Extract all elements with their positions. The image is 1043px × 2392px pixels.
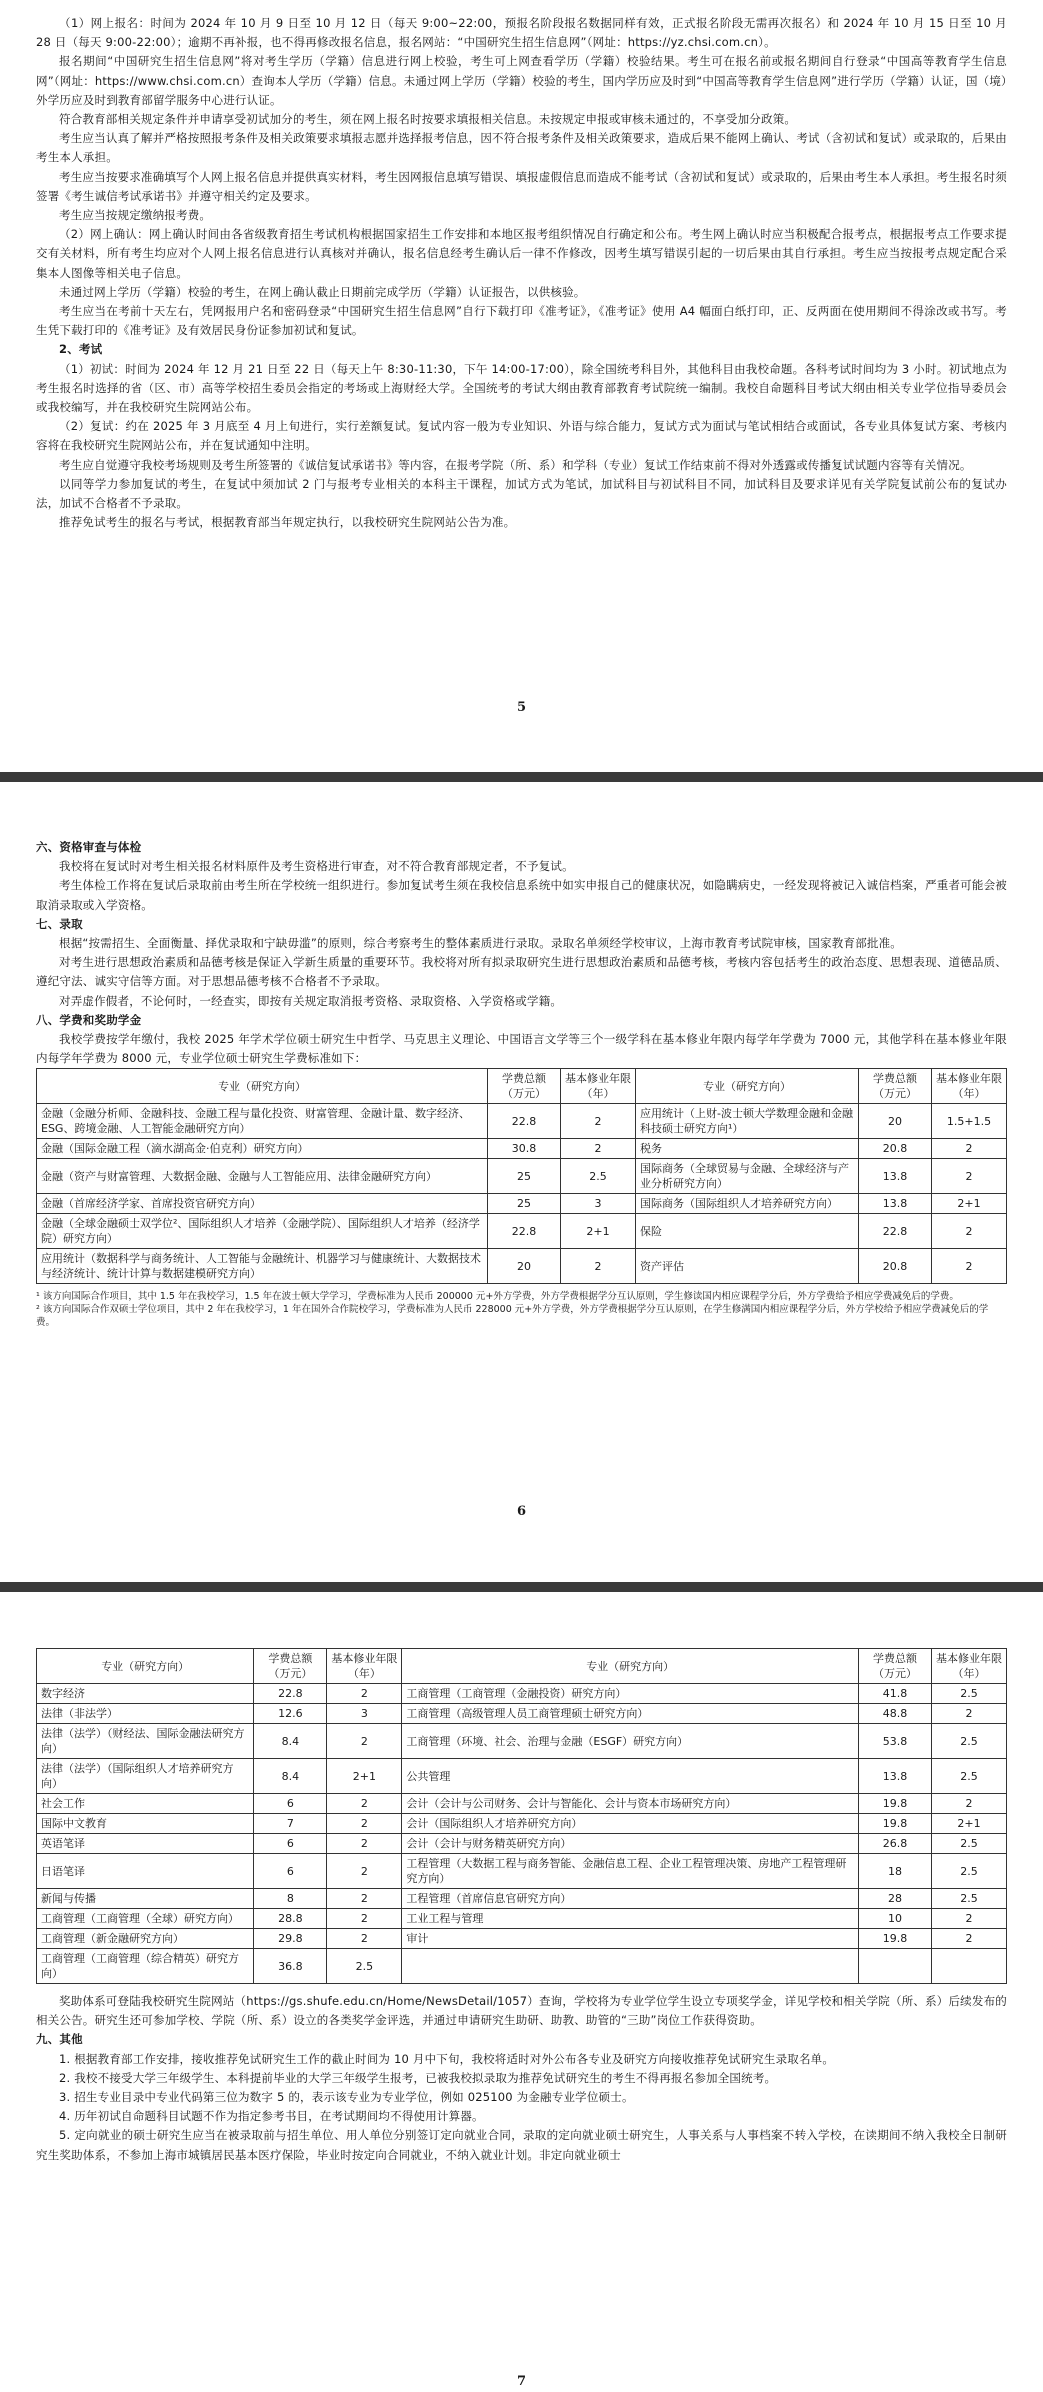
header-major: 专业（研究方向） bbox=[37, 1069, 488, 1104]
section-heading: 六、资格审查与体检 bbox=[36, 840, 142, 854]
major-cell: 工商管理（环境、社会、治理与金融（ESGF）研究方向） bbox=[402, 1724, 859, 1759]
header-years: 基本修业年限（年） bbox=[561, 1069, 636, 1104]
header-years: 基本修业年限（年） bbox=[932, 1069, 1007, 1104]
table-row bbox=[37, 1759, 1007, 1794]
paragraph: 考生应当在考前十天左右，凭网报用户名和密码登录“中国研究生招生信息网”自行下载打印《准考证》，《准考证》使用 A4 幅面白纸打印，正、反两面在使用期间不得涂改或书写。考生凭下载打印的《准考证》及有效居民身份证参加初试和复试。 bbox=[36, 304, 1007, 338]
years-cell: 2+1 bbox=[932, 1814, 1007, 1834]
paragraph: 考生应当按规定缴纳报考费。 bbox=[59, 208, 212, 223]
header-years: 基本修业年限（年） bbox=[327, 1649, 402, 1684]
fee-cell: 29.8 bbox=[254, 1929, 327, 1949]
paragraph: 我校将在复试时对考生相关报名材料原件及考生资格进行审查，对不符合教育部规定者，不予复试。 bbox=[59, 859, 574, 874]
fee-cell: 36.8 bbox=[254, 1949, 327, 1984]
years-cell: 2.5 bbox=[932, 1889, 1007, 1909]
header-years: 基本修业年限（年） bbox=[932, 1649, 1007, 1684]
years-cell: 2+1 bbox=[561, 1214, 636, 1249]
major-cell: 金融（首席经济学家、首席投资官研究方向） bbox=[37, 1194, 488, 1214]
fee-cell: 6 bbox=[254, 1794, 327, 1814]
section-heading: 九、其他 bbox=[36, 2032, 83, 2047]
table-row bbox=[37, 1104, 1007, 1139]
years-cell: 2 bbox=[327, 1794, 402, 1814]
years-cell: 2 bbox=[932, 1794, 1007, 1814]
years-cell: 2 bbox=[327, 1814, 402, 1834]
years-cell: 2.5 bbox=[932, 1759, 1007, 1794]
major-cell bbox=[402, 1949, 859, 1984]
table-row bbox=[37, 1684, 1007, 1704]
fee-cell: 22.8 bbox=[859, 1214, 932, 1249]
table-row bbox=[37, 1834, 1007, 1854]
years-cell: 3 bbox=[327, 1704, 402, 1724]
years-cell: 1.5+1.5 bbox=[932, 1104, 1007, 1139]
years-cell: 3 bbox=[561, 1194, 636, 1214]
table-header-row bbox=[37, 1069, 1007, 1104]
major-cell: 数字经济 bbox=[37, 1684, 254, 1704]
fee-cell: 8.4 bbox=[254, 1724, 327, 1759]
years-cell: 2.5 bbox=[932, 1724, 1007, 1759]
others-list bbox=[36, 2050, 1007, 2165]
table-row bbox=[37, 1794, 1007, 1814]
paragraph: 符合教育部相关规定条件并申请享受初试加分的考生，须在网上报名时按要求填报相关信息。未按规定申报或审核未通过的，不享受加分政策。 bbox=[59, 112, 797, 127]
major-cell: 工商管理（工商管理（综合精英）研究方向） bbox=[37, 1949, 254, 1984]
fee-cell: 53.8 bbox=[859, 1724, 932, 1759]
years-cell: 2 bbox=[327, 1684, 402, 1704]
major-cell: 会计（会计与公司财务、会计与智能化、会计与资本市场研究方向） bbox=[402, 1794, 859, 1814]
major-cell: 应用统计（数据科学与商务统计、人工智能与金融统计、机器学习与健康统计、大数据技术与经济统计、统计计算与数据建模研究方向） bbox=[37, 1249, 488, 1284]
table-row bbox=[37, 1949, 1007, 1984]
years-cell bbox=[932, 1949, 1007, 1984]
years-cell: 2 bbox=[932, 1929, 1007, 1949]
paragraph: 根据“按需招生、全面衡量、择优录取和宁缺毋滥”的原则，综合考察考生的整体素质进行录取。录取名单须经学校审议，上海市教育考试院审核，国家教育部批准。 bbox=[59, 936, 903, 951]
major-cell: 国际中文教育 bbox=[37, 1814, 254, 1834]
list-item: 3. 招生专业目录中专业代码第三位为数字 5 的，表示该专业为专业学位，例如 025100 为金融专业学位硕士。 bbox=[59, 2090, 634, 2105]
years-cell: 2 bbox=[932, 1909, 1007, 1929]
paragraph: 对考生进行思想政治素质和品德考核是保证入学新生质量的重要环节。我校将对所有拟录取研究生进行思想政治素质和品德考核，考核内容包括考生的政治态度、思想表现、道德品质、遵纪守法、诚实守信等方面。对于思想品德考核不合格者不予录取。 bbox=[36, 955, 1007, 989]
table-row bbox=[37, 1814, 1007, 1834]
list-item: 2. 我校不接受大学三年级学生、本科提前毕业的大学三年级学生报考，已被我校拟录取为推荐免试研究生的考生不得再报名参加全国统考。 bbox=[59, 2070, 777, 2085]
paragraph: 2、考试 bbox=[59, 342, 103, 357]
years-cell: 2 bbox=[561, 1104, 636, 1139]
fee-cell bbox=[859, 1949, 932, 1984]
fee-table-2 bbox=[36, 1648, 1007, 1984]
years-cell: 2 bbox=[932, 1214, 1007, 1249]
page-number: 5 bbox=[516, 700, 527, 715]
fee-cell: 41.8 bbox=[859, 1684, 932, 1704]
fee-cell: 20 bbox=[859, 1104, 932, 1139]
table-row bbox=[37, 1159, 1007, 1194]
major-cell: 工业工程与管理 bbox=[402, 1909, 859, 1929]
major-cell: 工程管理（大数据工程与商务智能、金融信息工程、企业工程管理决策、房地产工程管理研究方向） bbox=[402, 1854, 859, 1889]
fee-cell: 20.8 bbox=[859, 1139, 932, 1159]
years-cell: 2 bbox=[327, 1834, 402, 1854]
paragraph: 未通过网上学历（学籍）校验的考生，在网上确认截止日期前完成学历（学籍）认证报告，以供核验。 bbox=[59, 284, 586, 299]
years-cell: 2.5 bbox=[932, 1854, 1007, 1889]
table-row bbox=[37, 1704, 1007, 1724]
major-cell: 工商管理（高级管理人员工商管理硕士研究方向） bbox=[402, 1704, 859, 1724]
major-cell: 社会工作 bbox=[37, 1794, 254, 1814]
paragraph: （1）初试：时间为 2024 年 12 月 21 日至 22 日（每天上午 8:30-11:30，下午 14:00-17:00），除全国统考科目外，其他科目由我校命题。各科考试时间均为 3 小时。初试地点为考生报名时选择的省（区、市）高等学校招生委员会指定的考场或上海财经大学。全国统考的考试大纲由教育部教育考试院统一编制。我校自命题科目考试大纲由相关专业学位指导委员会或我校编写，并在我校研究生院网站公布。 bbox=[36, 361, 1007, 415]
years-cell: 2 bbox=[327, 1929, 402, 1949]
major-cell: 金融（金融分析师、金融科技、金融工程与量化投资、财富管理、金融计量、数字经济、ESG、跨境金融、人工智能金融研究方向） bbox=[37, 1104, 488, 1139]
page-7 bbox=[0, 1592, 1043, 2392]
list-item: 5. 定向就业的硕士研究生应当在被录取前与招生单位、用人单位分别签订定向就业合同，录取的定向就业硕士研究生，人事关系与人事档案不转入学校，在读期间不纳入我校全日制研究生奖助体系，不参加上海市城镇居民基本医疗保险，毕业时按定向合同就业，不纳入就业计划。非定向就业硕士 bbox=[36, 2128, 1007, 2162]
major-cell: 日语笔译 bbox=[37, 1854, 254, 1889]
page-separator bbox=[0, 1582, 1043, 1592]
fee-cell: 19.8 bbox=[859, 1814, 932, 1834]
fee-cell: 30.8 bbox=[488, 1139, 561, 1159]
paragraph: 我校学费按学年缴付，我校 2025 年学术学位硕士研究生中哲学、马克思主义理论、中国语言文学等三个一级学科在基本修业年限内每学年学费为 7000 元，其他学科在基本修业年限内每学年学费为 8000 元，专业学位硕士研究生学费标准如下： bbox=[36, 1032, 1007, 1066]
header-major: 专业（研究方向） bbox=[37, 1649, 254, 1684]
list-item: 4. 历年初试自命题科目试题不作为指定参考书目，在考试期间均不得使用计算器。 bbox=[59, 2109, 484, 2124]
major-cell: 金融（全球金融硕士双学位²、国际组织人才培养（金融学院）、国际组织人才培养（经济学院）研究方向） bbox=[37, 1214, 488, 1249]
fee-cell: 8 bbox=[254, 1889, 327, 1909]
fee-cell: 8.4 bbox=[254, 1759, 327, 1794]
years-cell: 2.5 bbox=[327, 1949, 402, 1984]
major-cell: 工商管理（工商管理（金融投资）研究方向） bbox=[402, 1684, 859, 1704]
major-cell: 会计（国际组织人才培养研究方向） bbox=[402, 1814, 859, 1834]
major-cell: 金融（资产与财富管理、大数据金融、金融与人工智能应用、法律金融研究方向） bbox=[37, 1159, 488, 1194]
page-separator bbox=[0, 772, 1043, 782]
fee-cell: 13.8 bbox=[859, 1159, 932, 1194]
paragraph: 以同等学力参加复试的考生，在复试中须加试 2 门与报考专业相关的本科主干课程，加试方式为笔试，加试科目与初试科目不同，加试科目及要求详见有关学院复试前公布的复试办法，加试不合格者不予录取。 bbox=[36, 476, 1007, 511]
major-cell: 保险 bbox=[636, 1214, 859, 1249]
fee-cell: 10 bbox=[859, 1909, 932, 1929]
years-cell: 2 bbox=[327, 1854, 402, 1889]
fee-cell: 20.8 bbox=[859, 1249, 932, 1284]
page-5-body bbox=[36, 14, 1007, 532]
fee-cell: 26.8 bbox=[859, 1834, 932, 1854]
major-cell: 法律（法学）（国际组织人才培养研究方向） bbox=[37, 1759, 254, 1794]
major-cell: 法律（法学）（财经法、国际金融法研究方向） bbox=[37, 1724, 254, 1759]
paragraph: 推荐免试考生的报名与考试，根据教育部当年规定执行，以我校研究生院网站公告为准。 bbox=[59, 515, 516, 530]
fee-cell: 25 bbox=[488, 1159, 561, 1194]
paragraph: （2）复试：约在 2025 年 3 月底至 4 月上旬进行，实行差额复试。复试内容一般为专业知识、外语与综合能力，复试方式为面试与笔试相结合或面试，各专业具体复试方案、考核内容将在我校研究生院网站公布，并在复试通知中注明。 bbox=[36, 419, 1007, 453]
fee-cell: 6 bbox=[254, 1854, 327, 1889]
major-cell: 金融（国际金融工程（滴水湖高金·伯克利）研究方向） bbox=[37, 1139, 488, 1159]
major-cell: 英语笔译 bbox=[37, 1834, 254, 1854]
years-cell: 2+1 bbox=[932, 1194, 1007, 1214]
major-cell: 资产评估 bbox=[636, 1249, 859, 1284]
table-header-row bbox=[37, 1649, 1007, 1684]
header-major: 专业（研究方向） bbox=[402, 1649, 859, 1684]
table-row bbox=[37, 1139, 1007, 1159]
paragraph: 考生应自觉遵守我校考场规则及考生所签署的《诚信复试承诺书》等内容，在报考学院（所、系）和学科（专业）复试工作结束前不得对外透露或传播复试试题内容等有关情况。 bbox=[59, 457, 972, 472]
header-fee: 学费总额（万元） bbox=[859, 1649, 932, 1684]
years-cell: 2 bbox=[327, 1909, 402, 1929]
paragraph: 考生应当按要求准确填写个人网上报名信息并提供真实材料，考生因网报信息填写错误、填报虚假信息而造成不能考试（含初试和复试）或录取的，后果由考生本人承担。考生报名时须签署《考生诚信考试承诺书》并遵守相关约定及要求。 bbox=[36, 169, 1007, 203]
footnote: ¹ 该方向国际合作项目，其中 1.5 年在我校学习，1.5 年在波士顿大学学习，学费标准为人民币 200000 元+外方学费，外方学费根据学分互认原则，学生修读国内相应课程学分后，外方学费给予相应学费减免后的学费。 bbox=[36, 1291, 959, 1303]
fee-cell: 6 bbox=[254, 1834, 327, 1854]
list-item: 1. 根据教育部工作安排，接收推荐免试研究生工作的截止时间为 10 月中下旬，我校将适时对外公布各专业及研究方向接收推荐免试研究生录取名单。 bbox=[59, 2051, 835, 2066]
section-heading: 七、录取 bbox=[36, 916, 83, 931]
sections bbox=[36, 838, 1007, 1068]
fee-table-2-body bbox=[37, 1684, 1007, 1984]
years-cell: 2 bbox=[932, 1249, 1007, 1284]
table-row bbox=[37, 1909, 1007, 1929]
fee-cell: 48.8 bbox=[859, 1704, 932, 1724]
major-cell: 新闻与传播 bbox=[37, 1889, 254, 1909]
fee-cell: 25 bbox=[488, 1194, 561, 1214]
major-cell: 应用统计（上财-波士顿大学数理金融和金融科技硕士研究方向¹） bbox=[636, 1104, 859, 1139]
header-fee: 学费总额（万元） bbox=[859, 1069, 932, 1104]
page-6 bbox=[0, 782, 1043, 1582]
fee-cell: 18 bbox=[859, 1854, 932, 1889]
major-cell: 工程管理（首席信息官研究方向） bbox=[402, 1889, 859, 1909]
table-row bbox=[37, 1889, 1007, 1909]
major-cell: 法律（非法学） bbox=[37, 1704, 254, 1724]
fee-cell: 19.8 bbox=[859, 1794, 932, 1814]
fee-cell: 12.6 bbox=[254, 1704, 327, 1724]
page-7-body bbox=[36, 1648, 1007, 2165]
page-6-body bbox=[36, 838, 1007, 1329]
fee-cell: 7 bbox=[254, 1814, 327, 1834]
section-heading: 八、学费和奖助学金 bbox=[36, 1012, 142, 1027]
page-number: 6 bbox=[516, 1504, 527, 1519]
major-cell: 国际商务（国际组织人才培养研究方向） bbox=[636, 1194, 859, 1214]
table-row bbox=[37, 1929, 1007, 1949]
header-fee: 学费总额（万元） bbox=[254, 1649, 327, 1684]
table-row bbox=[37, 1194, 1007, 1214]
major-cell: 工商管理（工商管理（全球）研究方向） bbox=[37, 1909, 254, 1929]
fee-cell: 20 bbox=[488, 1249, 561, 1284]
years-cell: 2 bbox=[327, 1889, 402, 1909]
fee-cell: 13.8 bbox=[859, 1759, 932, 1794]
fee-cell: 13.8 bbox=[859, 1194, 932, 1214]
footnote: ² 该方向国际合作双硕士学位项目，其中 2 年在我校学习，1 年在国外合作院校学习，学费标准为人民币 228000 元+外方学费，外方学费根据学分互认原则，在学生修满国内相应课程学分后，外方学校给予相应学费减免后的学费。 bbox=[36, 1304, 989, 1329]
paragraph: （1）网上报名：时间为 2024 年 10 月 9 日至 10 月 12 日（每天 9:00~22:00，预报名阶段报名数据同样有效，正式报名阶段无需再次报名）和 2024 年 10 月 15 日至 10 月 28 日（每天 9:00-22:00）；逾期不再补报，也不得再修改报名信息，报名网站：“中国研究生招生信息网”（网址：https://yz.chsi.com.cn）。 bbox=[36, 16, 1007, 50]
fee-cell: 22.8 bbox=[488, 1214, 561, 1249]
major-cell: 会计（会计与财务精英研究方向） bbox=[402, 1834, 859, 1854]
major-cell: 公共管理 bbox=[402, 1759, 859, 1794]
years-cell: 2 bbox=[932, 1139, 1007, 1159]
table-row bbox=[37, 1249, 1007, 1284]
header-major: 专业（研究方向） bbox=[636, 1069, 859, 1104]
years-cell: 2.5 bbox=[932, 1834, 1007, 1854]
page-number: 7 bbox=[516, 2374, 527, 2389]
paragraph: 考生应当认真了解并严格按照报考条件及相关政策要求填报志愿并选择报考信息，因不符合报考条件及相关政策要求，造成后果不能网上确认、考试（含初试和复试）或录取的，后果由考生本人承担。 bbox=[36, 131, 1007, 165]
paragraph: 报名期间“中国研究生招生信息网”将对考生学历（学籍）信息进行网上校验，考生可上网查看学历（学籍）校验结果。考生可在报名前或报名期间自行登录“中国高等教育学生信息网”（网址：https://www.chsi.com.cn）查询本人学历（学籍）信息。未通过网上学历（学籍）校验的考生，国内学历应及时到“中国高等教育学生信息网”进行学历（学籍）认证，国（境）外学历应及时到教育部留学服务中心进行认证。 bbox=[36, 54, 1007, 107]
paragraph: （2）网上确认：网上确认时间由各省级教育招生考试机构根据国家招生工作安排和本地区报考组织情况自行确定和公布。考生网上确认时应当积极配合报考点，根据报考点工作要求提交有关材料，所有考生均应对个人网上报名信息进行认真核对并确认，报名信息经考生确认后一律不作修改，因考生填写错误引起的一切后果由其自行承担。考生应当按报考点规定配合采集本人图像等相关电子信息。 bbox=[36, 227, 1007, 280]
table-row bbox=[37, 1724, 1007, 1759]
major-cell: 审计 bbox=[402, 1929, 859, 1949]
scholarship-paragraph: 奖助体系可登陆我校研究生院网站（https://gs.shufe.edu.cn/Home/NewsDetail/1057）查询，学校将为专业学位学生设立专项奖学金，详见学校和相关学院（所、系）后续发布的相关公告。研究生还可参加学校、学院（所、系）设立的各类奖学金评选，并通过申请研究生助研、助教、助管的“三助”岗位工作获得资助。 bbox=[36, 1994, 1007, 2028]
fee-cell: 22.8 bbox=[254, 1684, 327, 1704]
page-5 bbox=[0, 0, 1043, 772]
table-row bbox=[37, 1214, 1007, 1249]
fee-cell: 28.8 bbox=[254, 1909, 327, 1929]
years-cell: 2+1 bbox=[327, 1759, 402, 1794]
years-cell: 2.5 bbox=[932, 1684, 1007, 1704]
fee-cell: 22.8 bbox=[488, 1104, 561, 1139]
footnotes bbox=[36, 1290, 1007, 1329]
years-cell: 2 bbox=[561, 1249, 636, 1284]
years-cell: 2 bbox=[932, 1704, 1007, 1724]
fee-table-1-body bbox=[37, 1104, 1007, 1284]
years-cell: 2 bbox=[561, 1139, 636, 1159]
years-cell: 2 bbox=[932, 1159, 1007, 1194]
major-cell: 税务 bbox=[636, 1139, 859, 1159]
major-cell: 工商管理（新金融研究方向） bbox=[37, 1929, 254, 1949]
fee-cell: 28 bbox=[859, 1889, 932, 1909]
paragraph: 考生体检工作将在复试后录取前由考生所在学校统一组织进行。参加复试考生须在我校信息系统中如实申报自己的健康状况，如隐瞒病史，一经发现将被记入诚信档案，严重者可能会被取消录取或入学资格。 bbox=[36, 878, 1007, 912]
years-cell: 2 bbox=[327, 1724, 402, 1759]
header-fee: 学费总额（万元） bbox=[488, 1069, 561, 1104]
fee-table-1 bbox=[36, 1068, 1007, 1284]
fee-cell: 19.8 bbox=[859, 1929, 932, 1949]
major-cell: 国际商务（全球贸易与金融、全球经济与产业分析研究方向） bbox=[636, 1159, 859, 1194]
paragraph: 对弄虚作假者，不论何时，一经查实，即按有关规定取消报考资格、录取资格、入学资格或学籍。 bbox=[59, 993, 563, 1008]
table-row bbox=[37, 1854, 1007, 1889]
years-cell: 2.5 bbox=[561, 1159, 636, 1194]
